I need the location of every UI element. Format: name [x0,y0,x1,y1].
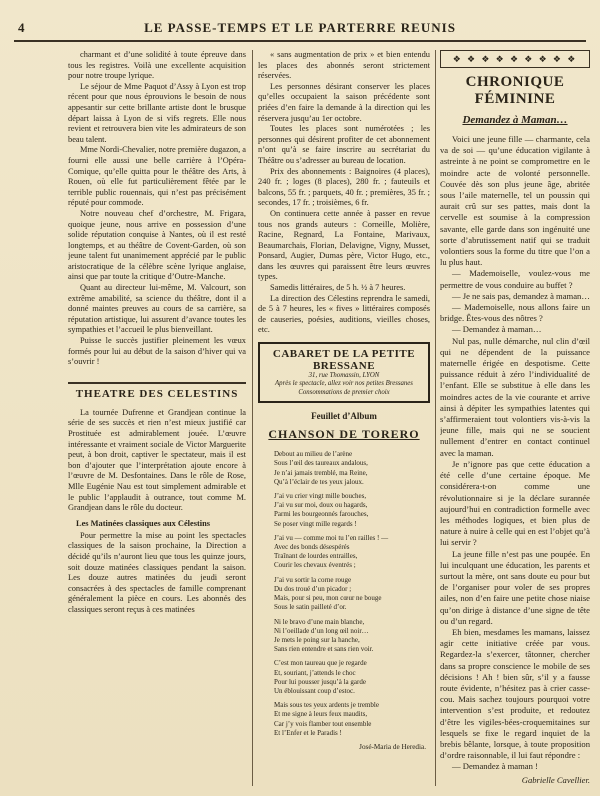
author-signature: Gabrielle Cavellier. [521,774,590,785]
poem-line: Sous le satin pailleté d’or. [274,603,347,612]
paragraph: Nul pas, nulle démarche, nul clin d’œil qui ne dépendent de la puissance maternelle érigée en despotisme. Cette puissance réduit à zéro l’individualité de l’enfant. Elle se substitue à elle dans les moindres actes de la vie courante et arrive ainsi à dépiter les sympathies latentes qui s’affirmeraient tout volontiers vis-à-vis la jeune fille, mais qui ne se soucient nullement d’entrer en contact continuel avec la maman. [440,335,590,458]
paragraph: Mme Nordi-Chevalier, notre première dugazon, a fourni elle aussi une belle carrière à l’Opéra-Comique, qu’elle quitta pour le théâtre des Arts, à Rouen, où elle fut particulièrement fêtée par le terrible public rouennais, qui n’est pas précisément réputé pour commode. [68,145,246,208]
poem-stanza [274,659,430,696]
paragraph: — Demandez à maman… [452,324,542,335]
paragraph: Le séjour de Mme Paquot d’Assy à Lyon est trop récent pour que nous éprouvions le besoin de nous appesantir sur cette brillante artiste dont le brusque départ laissa à Lyon de si vifs regrets. Elle nous revient et retrouvera bien vite les admirateurs de son beau talent. [68,81,246,144]
column-middle [258,50,430,786]
paragraph: La tournée Dufrenne et Grandjean continue la série de ses succès et rien n’est mieux justifié car Prostituée est admirablement jouée. L’œuvre intéressante et vraiment sociale de Victor Marguerite peut, à bon droit, captiver le spectateur, mais il est bon d’ajouter que l’interprétation ajoute encore à l’œuvre de M. Desfontaines. Dans le rôle de Rose, Mlle Eugénie Nau est tout simplement admirable et le public l’applaudit à outrance, tout comme M. Grandjean dans le rôle du docteur. [68,407,246,513]
column-left [68,50,246,786]
paragraph: Les personnes désirant conserver les places qu’elles occupaient la saison précédente sont priées d’en faire la demande à la direction qui les réservera jusqu’au 1er octobre. [258,81,430,123]
paragraph: Samedis littéraires, de 5 h. ½ à 7 heures. [270,283,406,293]
poem-stanza [274,576,430,613]
poem-line: Pour lui pousser jusqu’à la garde [274,677,366,686]
column-divider [252,50,253,786]
article-opera-continued [68,50,246,368]
poem-stanza [274,534,430,571]
paragraph: — Je ne sais pas, demandez à maman… [452,290,590,301]
poem-line: Qu’à l’éclair de tes yeux jaloux. [274,477,364,486]
poem-line: Parmi les bourgeonnés farouches, [274,510,369,519]
newspaper-title: LE PASSE-TEMPS ET LE PARTERRE REUNIS [144,20,456,35]
article-matinees [68,531,246,616]
poem-stanza [274,618,430,655]
page-header [14,18,586,42]
poem-line: Du dos troué d’un picador ; [274,584,352,593]
paragraph: charmant et d’une solidité à toute épreuve dans tous les registres. Voilà une excellente acquisition pour notre troupe lyrique. [68,50,246,81]
poem-line: J’ai vu — comme moi tu l’en railles ! — [274,533,389,542]
paragraph: On continuera cette année à passer en revue tous nos grands auteurs : Corneille, Molière, Racine, Regnard, La Fontaine, Marivaux, Beaumarchais, Florian, Delavigne, Vigny, Musset, Ponsard, Augier, Dumas père, Victor Hugo, etc., dans les œuvres qui paraissent être leurs œuvres types. [258,208,430,282]
poem-stanza [274,492,430,529]
page-number: 4 [18,20,25,35]
poem-stanza [274,450,430,487]
paragraph: — Mademoiselle, voulez-vous me permettre de vous conduire au buffet ? [440,268,590,290]
paragraph: Eh bien, mesdames les mamans, laissez agir cette initiative créée par vous. Regardez-la s’exercer, tâtonner, chercher dans sa propre conscience le mobile de ses décisions ! Ah ! bien sûr, s’il y a fausse route évidente, n’hésitez pas à crier casse-cou. Mais sachez toujours pourquoi votre intervention s’est produite, et redoutez d’être les vigiles-bées-croquemitaines sur lesquels se fixe le regard inquiet de la brebis bêlante, lorsque, à toute proposition d’ordre raisonnable, il lui faut répondre : [440,626,590,761]
poem-line: Mais sous tes yeux ardents je tremble [274,701,379,710]
poem-line: Je n’ai jamais tremblé, ma Reine, [274,468,368,477]
poem-signature: José-Maria de Heredia. [359,742,426,751]
cabaret-advertisement [258,342,430,403]
paragraph: — Mademoiselle, nous allons faire un bridge. Êtes-vous des nôtres ? [440,302,590,324]
poem-stanza [274,701,430,738]
paragraph: Toutes les places sont numérotées ; les personnes qui désirent profiter de cet abonnement n’ont qu’à se faire inscrire au secrétariat du Théâtre ou s’adresser au bureau de location. [258,124,430,165]
paragraph: Puisse le succès justifier pleinement les vœux formés pour lui au début de la saison d’hiver qui va s’ouvrir ! [68,336,246,367]
paragraph: « sans augmentation de prix » et bien entendu les places des abonnés seront strictement réservées. [258,50,430,81]
chronique-title: CHRONIQUE FÉMININE [465,74,565,107]
section-title-celestins: THEATRE DES CELESTINS [68,382,246,400]
poem-title: CHANSON DE TORERO [268,427,420,442]
column-right [440,50,590,786]
paragraph: — Demandez à maman ! [452,761,538,772]
article-chronique [440,134,590,773]
paragraph: Je n’ignore pas que cette éducation a été celle d’une certaine époque. Me considérera-t-on comme une révolutionnaire si je la déclare surannée aujourd’hui en contradiction formelle avec les méthodes logiques, et bien plus de nature à nuire à celle qui en est l’objet qu’à lui servir ? [440,458,590,548]
poem-line: Sous l’œil des taureaux andalous, [274,459,368,468]
subhead-matinees: Les Matinées classiques aux Célestins [76,518,210,528]
poem-line: Mais, pour si peu, mon cœur ne bouge [274,594,382,603]
poem-line: Et me signe à leurs feux maudits, [274,710,368,719]
poem-line: Ni l’oeillade d’un long œil noir… [274,626,369,635]
poem-line: Traînant de lourdes entrailles, [274,552,358,561]
poem-line: Un éblouissant coup d’estoc. [274,686,355,695]
paragraph: Prix des abonnements : Baignoires (4 places), 240 fr. ; loges (8 places), 280 fr. ; fauteuils et balcons, 55 fr. ; parquets, 40 fr. ; premières, 35 fr. ; secondes, 17 fr. ; troisièmes, 6 fr. [258,166,430,208]
paragraph: La direction des Célestins reprendra le samedi, de 5 à 7 heures, les « fives » littéraires composés de causeries, poésies, auditions, vieilles choses, etc. [258,293,430,335]
poem-line: J’ai vu crier vingt mille bouches, [274,492,367,501]
article-celestins [68,408,246,514]
ad-address: 31, rue Thomassin, LYON [308,372,380,380]
ad-line-2: Consommations de premier choix [298,388,390,396]
poem-line: C’est mon taureau que je regarde [274,659,367,668]
poem-line: Se poser vingt mille regards ! [274,519,357,528]
poem-line: Car j’y vois flamber tout ensemble [274,719,372,728]
poem [274,450,430,738]
ad-line-1: Après le spectacle, allez voir nos petites Bressanes [275,380,413,388]
column-divider [435,50,436,786]
ornament-border: ❖ ❖ ❖ ❖ ❖ ❖ ❖ ❖ ❖ [440,50,590,68]
poem-line: Avec des bonds désespérés [274,543,350,552]
paragraph: La jeune fille n’est pas une poupée. En lui inculquant une éducation, les parents et surtout la mère, ont sans doute eu pour but de l’organiser pour voler de ses propres ailes, non d’en faire une petite chose niaise qu’on dirige à distance d’une signe de tête ou d’un regard. [440,548,590,626]
poem-line: Et, souriant, j’attends le choc [274,668,356,677]
poem-line: J’ai vu sur moi, doux ou hagards, [274,501,368,510]
paragraph: Quant au directeur lui-même, M. Valcourt, son extrême amabilité, sa science du théâtre, dont il a donné maintes preuves au cours de sa carrière, sa réputation artistique, lui assurent d’avance toutes les sympathies et l’accueil le plus bienveillant. [68,283,246,335]
poem-line: Sans rien entendre et sans rien voir. [274,645,374,654]
paragraph: Pour permettre la mise au point les spectacles classiques de la saison prochaine, la Direction a décidé qu’ils n’auront lieu que tous les quinze jours, soit douze matinées classiques pendant la saison. Les douze autres matinées du jeudi seront consacrées à des spectacles de famille comprenant généralement la pièce en cours. Les abonnés des classiques seront reçus à ces matinées [68,530,246,614]
article-abonnements [258,50,430,336]
poem-line: J’ai vu sortir la corne rouge [274,575,352,584]
paragraph: Voici une jeune fille — charmante, cela va de soi — qu’une éducation vigilante à astreinte à ne point se compromettre en le moindre acte de volonté personnelle. Couvée dès son plus jeune âge, abritée sous l’aile maternelle, tel un poussin qui aurait crû sur ses pattes, mais dont la cervelle est soumise à la compression savante, elle garde dans son ingénuité une sorte d’abrutissement natif qui se traduit volontiers sous la forme du titre que l’on a lu plus haut. [440,134,590,268]
poem-line: Courir les chevaux éventrés ; [274,561,356,570]
ad-title: CABARET DE LA PETITE BRESSANE [272,348,416,373]
poem-line: Ni le bravo d’une main blanche, [274,617,365,626]
poem-line: Debout au milieu de l’arène [274,450,353,459]
poem-line: Je mets le poing sur la hanche, [274,635,360,644]
feuillet-heading: Feuillet d’Album [311,411,377,422]
poem-line: Et l’Enfer et le Paradis ! [274,728,342,737]
paragraph: Notre nouveau chef d’orchestre, M. Frigara, quoique jeune, nous arrive en possession d’une solide réputation conquise à Nantes, où il est resté longtemps, et au théâtre de Covent-Garden, où son jeune talent fut unanimement apprécié par le public aristocratique de la célèbre scène lyrique anglaise, ainsi que par toute la critique d’Outre-Manche. [68,208,246,282]
chronique-subtitle: Demandez à Maman… [462,114,568,126]
